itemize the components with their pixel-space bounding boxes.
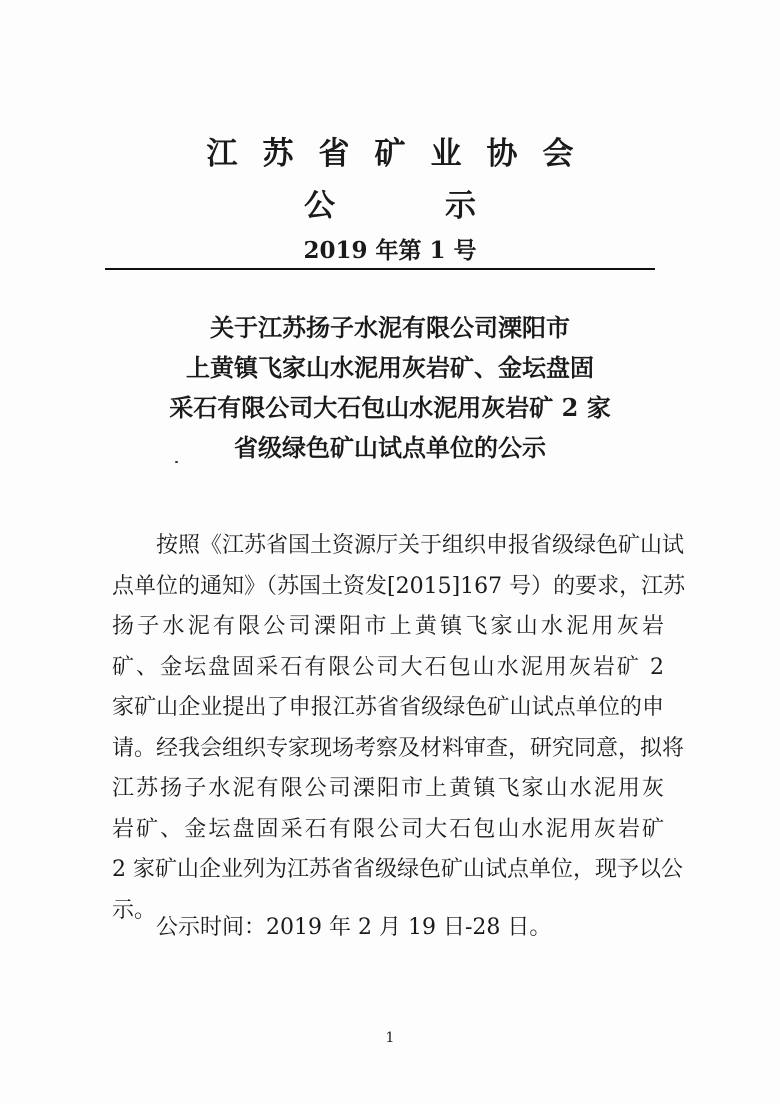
body-line: 岩矿、金坛盘固采石有限公司大石包山水泥用灰岩矿 — [112, 816, 664, 842]
scan-speck — [175, 461, 178, 463]
document-type: 公示 — [304, 188, 586, 224]
body-line: 点单位的通知》（苏国土资发[2015]167 号）的要求，江苏 — [112, 573, 686, 599]
body-line: 家矿山企业提出了申报江苏省省级绿色矿山试点单位的申 — [112, 695, 664, 720]
body-line: 按照《江苏省国土资源厅关于组织申报省级绿色矿山试 — [156, 533, 685, 558]
notice-headline — [80, 308, 700, 468]
notice-body — [112, 526, 686, 931]
headline-line: 上黄镇飞家山水泥用灰岩矿、金坛盘固 — [186, 353, 594, 382]
document-number: 2019 年第 1 号 — [303, 237, 477, 264]
headline-line: 采石有限公司大石包山水泥用灰岩矿 2 家 — [169, 393, 611, 422]
header-divider — [105, 268, 655, 270]
body-line: 江苏扬子水泥有限公司溧阳市上黄镇飞家山水泥用灰 — [112, 776, 664, 801]
headline-line: 省级绿色矿山试点单位的公示 — [234, 433, 546, 462]
page-number: 1 — [385, 1030, 395, 1046]
organization-title: 江苏省矿业协会 — [206, 136, 599, 172]
publication-time: 公示时间：2019 年 2 月 19 日-28 日。 — [156, 915, 552, 940]
headline-line: 关于江苏扬子水泥有限公司溧阳市 — [210, 313, 570, 342]
body-line: 矿、金坛盘固采石有限公司大石包山水泥用灰岩矿 2 — [112, 654, 664, 680]
body-line: 示。 — [112, 897, 157, 923]
body-line: 2 家矿山企业列为江苏省省级绿色矿山试点单位，现予以公 — [112, 857, 683, 882]
body-line: 扬子水泥有限公司溧阳市上黄镇飞家山水泥用灰岩 — [112, 614, 664, 639]
body-line: 请。经我会组织专家现场考察及材料审查，研究同意，拟将 — [112, 735, 685, 761]
